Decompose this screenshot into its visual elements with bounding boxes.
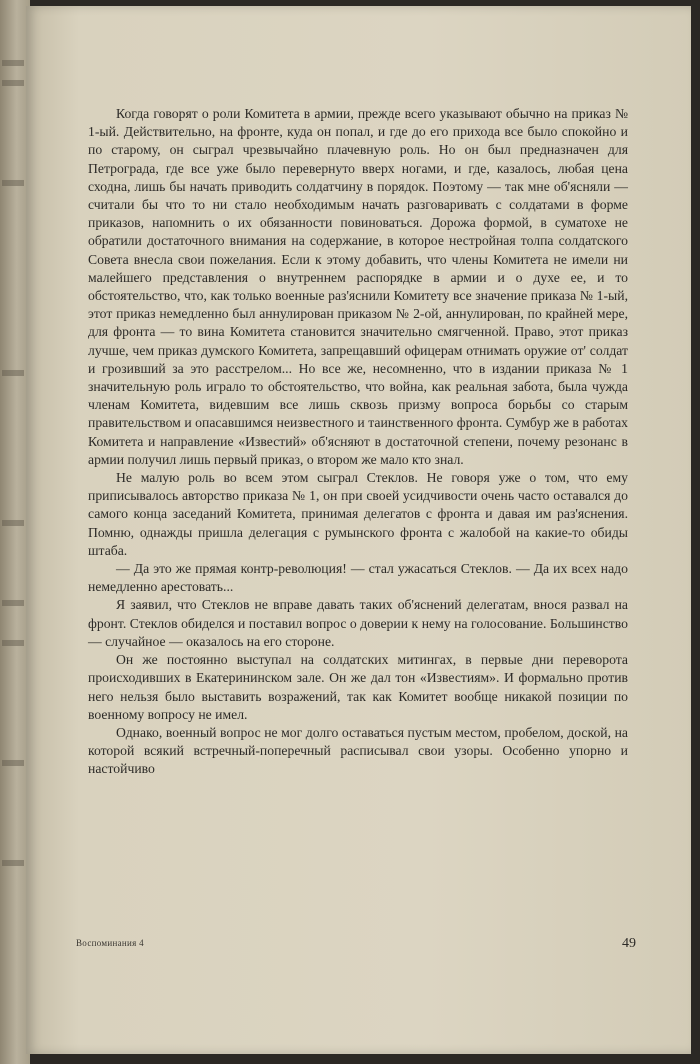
paragraph: Не малую роль во всем этом сыграл Стеклов. Не говоря уже о том, что ему приписывалось авторство приказа № 1, он при своей усидчивости очень часто оставался до самого конца заседаний Комитета, принимая делегатов с фронта и давая им раз'яснения. Помню, однажды пришла делегация с румынского фронта с жалобой на какие-то обиды штаба. [88, 470, 628, 558]
adjacent-page-text-fragment [2, 180, 24, 186]
page-number: 49 [622, 936, 636, 951]
paragraph: Когда говорят о роли Комитета в армии, прежде всего указывают обычно на приказ № 1-ый. Действительно, на фронте, куда он попал, и где до его прихода все было спокойно и по старому, он сыграл чрезвычайно плачевную роль. Но он был предназначен для Петрограда, где все уже было перевернуто вверх ногами, и где, казалось, любая цена сходна, лишь бы начать приводить солдатчину в порядок. Поэтому — так мне об'ясняли — считали бы что то ни стало необходимым начать разговаривать с солдатами в форме приказов, напомнить о их обязанности повиноваться. Дорожа формой, в суматохе не обратили достаточного внимания на содержание, в которое нестройная толпа солдатского Совета внесла свои пожелания. Если к этому добавить, что члены Комитета не имели ни малейшего представления о внутреннем распорядке в армии и о духе ее, и то обстоятельство, что, как только военные раз'яснили Комитету все значение приказа № 1-ый, этот приказ немедленно был аннулирован приказом № 2-ой, аннулирован, по крайней мере, для фронта — то вина Комитета становится значительно смягченной. Право, этот приказ лучше, чем приказ думского Комитета, запрещавший офицерам отнимать оружие от' солдат и грозивший за это расстрелом... Но все же, несомненно, что в издании приказа № 1 значительную роль играло то обстоятельство, что война, как реальная забота, была чужда членам Комитета, видевшим все лишь сквозь призму вопроса борьбы со старым правительством и опасавшимся неизвестного и таинственного фронта. Сумбур же в работах Комитета и направление «Известий» об'ясняют в достаточной степени, почему резонанс в армии получил лишь первый приказ, о втором же мало кто знал. [88, 106, 628, 467]
page-footer [76, 936, 636, 960]
adjacent-page-text-fragment [2, 520, 24, 526]
adjacent-page-text-fragment [2, 80, 24, 86]
adjacent-page-text-fragment [2, 600, 24, 606]
body-text [88, 105, 628, 779]
adjacent-page-text-fragment [2, 640, 24, 646]
adjacent-page-text-fragment [2, 370, 24, 376]
adjacent-page-text-fragment [2, 60, 24, 66]
paragraph: Он же постоянно выступал на солдатских митингах, в первые дни переворота происходивших в Екатерининском зале. Он же дал тон «Известиям». И формально против него нельзя было выставить возражений, так как Комитет вообще никакой позиции по военному вопросу не имел. [88, 652, 628, 722]
book-page [26, 6, 691, 1054]
adjacent-page-text-fragment [2, 760, 24, 766]
signature-mark: Воспоминания 4 [76, 938, 144, 948]
paragraph: Я заявил, что Стеклов не вправе давать таких об'яснений делегатам, внося развал на фронт. Стеклов обиделся и поставил вопрос о доверии к нему на голосование. Большинство — случайное — оказалось на его стороне. [88, 597, 628, 649]
paragraph: — Да это же прямая контр-революция! — стал ужасаться Стеклов. — Да их всех надо немедленно арестовать... [88, 561, 628, 595]
adjacent-page-text-fragment [2, 860, 24, 866]
paragraph: Однако, военный вопрос не мог долго оставаться пустым местом, пробелом, доской, на которой всякий встречный-поперечный расписывал свои узоры. Особенно упорно и настойчиво [88, 724, 628, 777]
